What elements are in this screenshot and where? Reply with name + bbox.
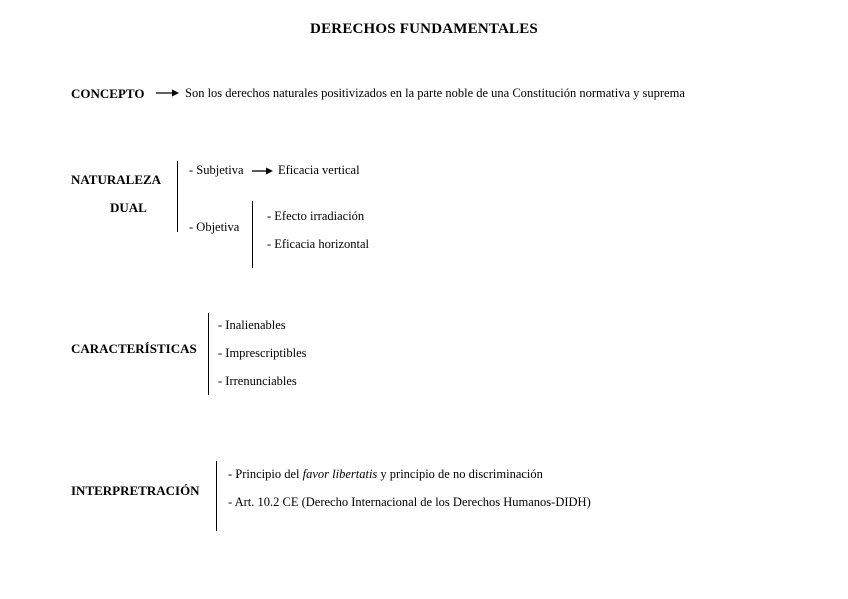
caracteristicas-heading: CARACTERÍSTICAS [71,341,197,356]
interpretacion-bracket [216,461,217,531]
concepto-heading: CONCEPTO [71,86,145,101]
objetiva-label: - Objetiva [189,220,240,234]
caracteristica-item: - Irrenunciables [218,374,297,388]
objetiva-item: - Eficacia horizontal [267,237,370,251]
subjetiva-label: - Subjetiva [189,163,244,177]
caracteristica-item: - Imprescriptibles [218,346,307,360]
interpretacion-item-1-prefix: - Principio del [228,467,303,481]
interpretacion-item-1-latin: favor libertatis [302,467,378,481]
caracteristicas-bracket [208,313,209,395]
interpretacion-item-2: - Art. 10.2 CE (Derecho Internacional de los Derechos Humanos-DIDH) [228,495,591,509]
page-title: DERECHOS FUNDAMENTALES [310,21,538,37]
naturaleza-heading-dual: DUAL [110,200,147,215]
subjetiva-arrow-icon [252,166,274,176]
interpretacion-item-1 [228,467,543,482]
subjetiva-result: Eficacia vertical [278,163,360,177]
objetiva-bracket [252,201,253,268]
interpretacion-item-1-suffix: y principio de no discriminación [377,467,543,481]
interpretacion-heading: INTERPRETRACIÓN [71,483,200,498]
naturaleza-heading: NATURALEZA [71,172,162,187]
concepto-definition: Son los derechos naturales positivizados en la parte noble de una Constitución normativa y suprema [185,86,685,100]
caracteristica-item: - Inalienables [218,318,286,332]
objetiva-item: - Efecto irradiación [267,209,365,223]
concepto-arrow-icon [156,88,180,98]
naturaleza-bracket [177,161,178,232]
